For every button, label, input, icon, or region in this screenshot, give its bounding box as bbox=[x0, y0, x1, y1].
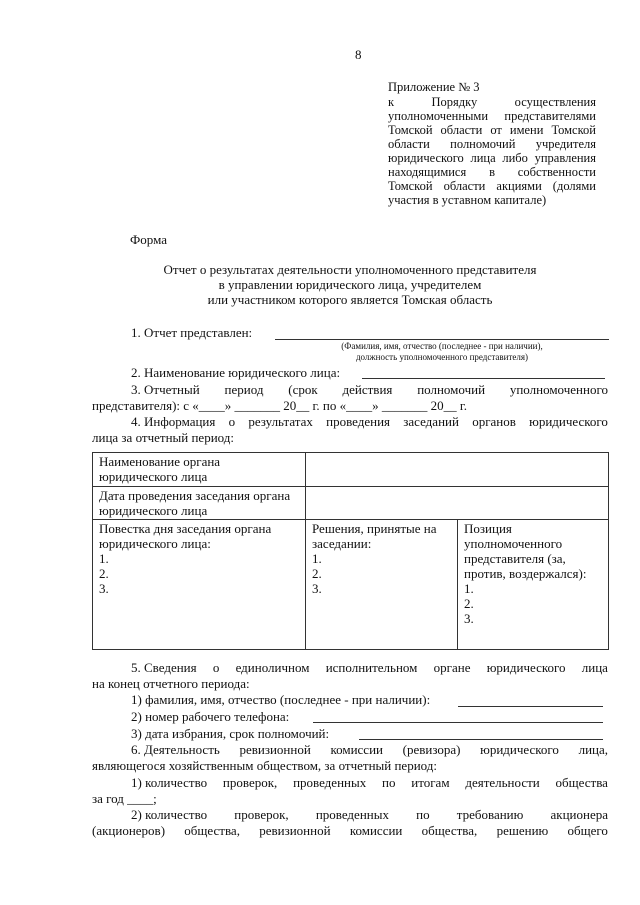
appendix-word: находящимися bbox=[388, 165, 467, 179]
appendix-word: акциями bbox=[496, 179, 542, 193]
table-agenda-cell[interactable] bbox=[93, 520, 306, 650]
appendix-word: учредителя bbox=[535, 137, 596, 151]
appendix-word: Томской bbox=[388, 179, 433, 193]
item6-word: проверок, bbox=[222, 775, 278, 790]
appendix-word: уполномоченными bbox=[388, 109, 489, 123]
item6-word: проведенных bbox=[315, 807, 389, 822]
item4-word: заседаний bbox=[403, 414, 459, 429]
item1-label: 1. Отчет представлен: bbox=[131, 325, 253, 340]
item5-word: о bbox=[212, 660, 220, 675]
item5-word: 5. Сведения bbox=[131, 660, 197, 675]
report-title-line: или участником которого является Томская область bbox=[207, 292, 493, 307]
appendix-last-line: участия в уставном капитале) bbox=[388, 193, 547, 207]
item6-word: 1) количество bbox=[131, 775, 208, 790]
appendix-word: Томской bbox=[388, 123, 433, 137]
item3-word: уполномоченного bbox=[509, 382, 608, 397]
item5-word: органе bbox=[433, 660, 471, 675]
appendix-word: Порядку bbox=[431, 95, 478, 109]
report-title bbox=[92, 262, 608, 307]
item6-word: комиссии bbox=[349, 823, 403, 838]
table-list-item: 3. bbox=[312, 581, 322, 596]
table-decisions-header: Решения, принятые на заседании: bbox=[312, 521, 437, 551]
item5-line1 bbox=[131, 660, 608, 675]
appendix-word: полномочий bbox=[450, 137, 516, 151]
item6-word: решению bbox=[496, 823, 549, 838]
item3-word: полномочий bbox=[417, 382, 486, 397]
item6-word: ревизионной bbox=[259, 823, 331, 838]
item6-line1 bbox=[131, 742, 608, 757]
appendix-word: осуществления bbox=[514, 95, 596, 109]
table-position-header: Позиция уполномоченного представителя (за, против, воздержался): bbox=[464, 521, 587, 581]
item5-line2: на конец отчетного периода: bbox=[92, 676, 250, 691]
item4-word: проведения bbox=[326, 414, 391, 429]
item6-word: комиссии bbox=[330, 742, 383, 757]
item1-hint-line: должность уполномоченного представителя) bbox=[355, 352, 529, 362]
appendix-word: лица bbox=[470, 151, 496, 165]
table-row2-value[interactable] bbox=[306, 487, 609, 520]
item6-word: требованию bbox=[456, 807, 524, 822]
table-agenda-header: Повестка дня заседания органа юридического лица: bbox=[99, 521, 272, 551]
item5-word: лица bbox=[581, 660, 608, 675]
appendix-word: имени bbox=[509, 123, 544, 137]
table-list-item: 1. bbox=[464, 581, 474, 596]
item1-hint-line: (Фамилия, имя, отчество (последнее - при наличии), bbox=[341, 341, 543, 351]
appendix-word: от bbox=[490, 123, 502, 137]
appendix-word: в bbox=[489, 165, 495, 179]
item4-line2: лица за отчетный период: bbox=[92, 430, 235, 445]
page-number: 8 bbox=[355, 47, 362, 62]
appendix-word: области bbox=[440, 123, 483, 137]
item6-word: ревизионной bbox=[239, 742, 311, 757]
item6-word: лица, bbox=[578, 742, 608, 757]
item3-line1 bbox=[131, 382, 608, 397]
item6-line2: являющегося хозяйственным обществом, за отчетный период: bbox=[92, 758, 438, 773]
item6-word: 2) количество bbox=[131, 807, 208, 822]
table-list-item: 3. bbox=[99, 581, 109, 596]
table-row1-label: Наименование органа юридического лица bbox=[93, 453, 306, 487]
table-decisions-cell[interactable] bbox=[306, 520, 458, 650]
item6-word: по bbox=[382, 775, 396, 790]
item6-word: деятельности bbox=[465, 775, 540, 790]
appendix-title: Приложение № 3 bbox=[388, 80, 480, 94]
table-row2-label: Дата проведения заседания органа юридического лица bbox=[93, 487, 306, 520]
report-title-line: в управлении юридического лица, учредителем bbox=[218, 277, 482, 292]
appendix-text bbox=[388, 95, 596, 207]
item5-sub1-line[interactable] bbox=[458, 706, 603, 707]
table-list-item: 2. bbox=[312, 566, 322, 581]
item3-word: (срок bbox=[288, 382, 318, 397]
appendix-word: области bbox=[443, 179, 486, 193]
item6-word: 6. Деятельность bbox=[131, 742, 220, 757]
appendix-word: юридического bbox=[388, 151, 464, 165]
table-list-item: 1. bbox=[312, 551, 322, 566]
item6-word: общего bbox=[567, 823, 608, 838]
item3-line2: представителя): с «____» _______ 20__ г. по «____» _______ 20__ г. bbox=[92, 398, 467, 413]
item3-word: период bbox=[224, 382, 264, 397]
item6-word: общества, bbox=[421, 823, 478, 838]
item6-word: итогам bbox=[411, 775, 450, 790]
item3-word: действия bbox=[342, 382, 393, 397]
item6-word: (ревизора) bbox=[402, 742, 461, 757]
appendix-word: Томской bbox=[551, 123, 596, 137]
appendix-word: либо bbox=[502, 151, 528, 165]
item1-fill-line[interactable] bbox=[275, 339, 609, 340]
appendix-word: к bbox=[388, 95, 395, 109]
item5-sub2: 2) номер рабочего телефона: bbox=[131, 709, 290, 724]
item4-word: результатах bbox=[248, 414, 313, 429]
appendix-word: управления bbox=[534, 151, 596, 165]
item6-sub2-line1 bbox=[131, 807, 608, 822]
item6-word: акционера bbox=[550, 807, 608, 822]
item2-label: 2. Наименование юридического лица: bbox=[131, 365, 341, 380]
item5-sub3: 3) дата избрания, срок полномочий: bbox=[131, 726, 330, 741]
item4-word: о bbox=[228, 414, 236, 429]
item6-sub1-line1 bbox=[131, 775, 608, 790]
item5-sub3-line[interactable] bbox=[359, 739, 603, 740]
table-list-item: 2. bbox=[464, 596, 474, 611]
item4-word: юридического bbox=[529, 414, 608, 429]
item5-sub1: 1) фамилия, имя, отчество (последнее - при наличии): bbox=[131, 692, 431, 707]
table-list-item: 2. bbox=[99, 566, 109, 581]
appendix-word: области bbox=[388, 137, 430, 151]
appendix-word: представителями bbox=[504, 109, 596, 123]
item5-sub2-line[interactable] bbox=[313, 722, 603, 723]
item4-word: органов bbox=[472, 414, 516, 429]
item1-hint bbox=[275, 341, 609, 363]
item4-line1 bbox=[131, 414, 608, 429]
item2-fill-line[interactable] bbox=[362, 378, 605, 379]
item4-word: 4. Информация bbox=[131, 414, 216, 429]
item6-word: по bbox=[416, 807, 430, 822]
item5-word: юридического bbox=[486, 660, 566, 675]
item6-word: (акционеров) bbox=[92, 823, 166, 838]
report-title-line: Отчет о результатах деятельности уполномоченного представителя bbox=[163, 262, 537, 277]
appendix-word: (долями bbox=[552, 179, 596, 193]
item6-word: проверок, bbox=[234, 807, 289, 822]
item6-word: общества, bbox=[184, 823, 240, 838]
item6-word: общества bbox=[555, 775, 608, 790]
appendix-word: собственности bbox=[517, 165, 596, 179]
table-position-cell[interactable] bbox=[458, 520, 609, 650]
item5-word: исполнительном bbox=[325, 660, 418, 675]
item5-word: единоличном bbox=[235, 660, 310, 675]
item6-sub2-line2 bbox=[92, 823, 608, 838]
item6-word: проведенных bbox=[293, 775, 367, 790]
item6-word: юридического bbox=[480, 742, 559, 757]
meetings-table bbox=[92, 452, 609, 650]
form-label: Форма bbox=[130, 232, 167, 247]
table-list-item: 1. bbox=[99, 551, 109, 566]
table-row1-value[interactable] bbox=[306, 453, 609, 487]
item3-word: 3. Отчетный bbox=[131, 382, 200, 397]
item6-sub1-line2: за год ____; bbox=[92, 791, 157, 806]
table-list-item: 3. bbox=[464, 611, 474, 626]
